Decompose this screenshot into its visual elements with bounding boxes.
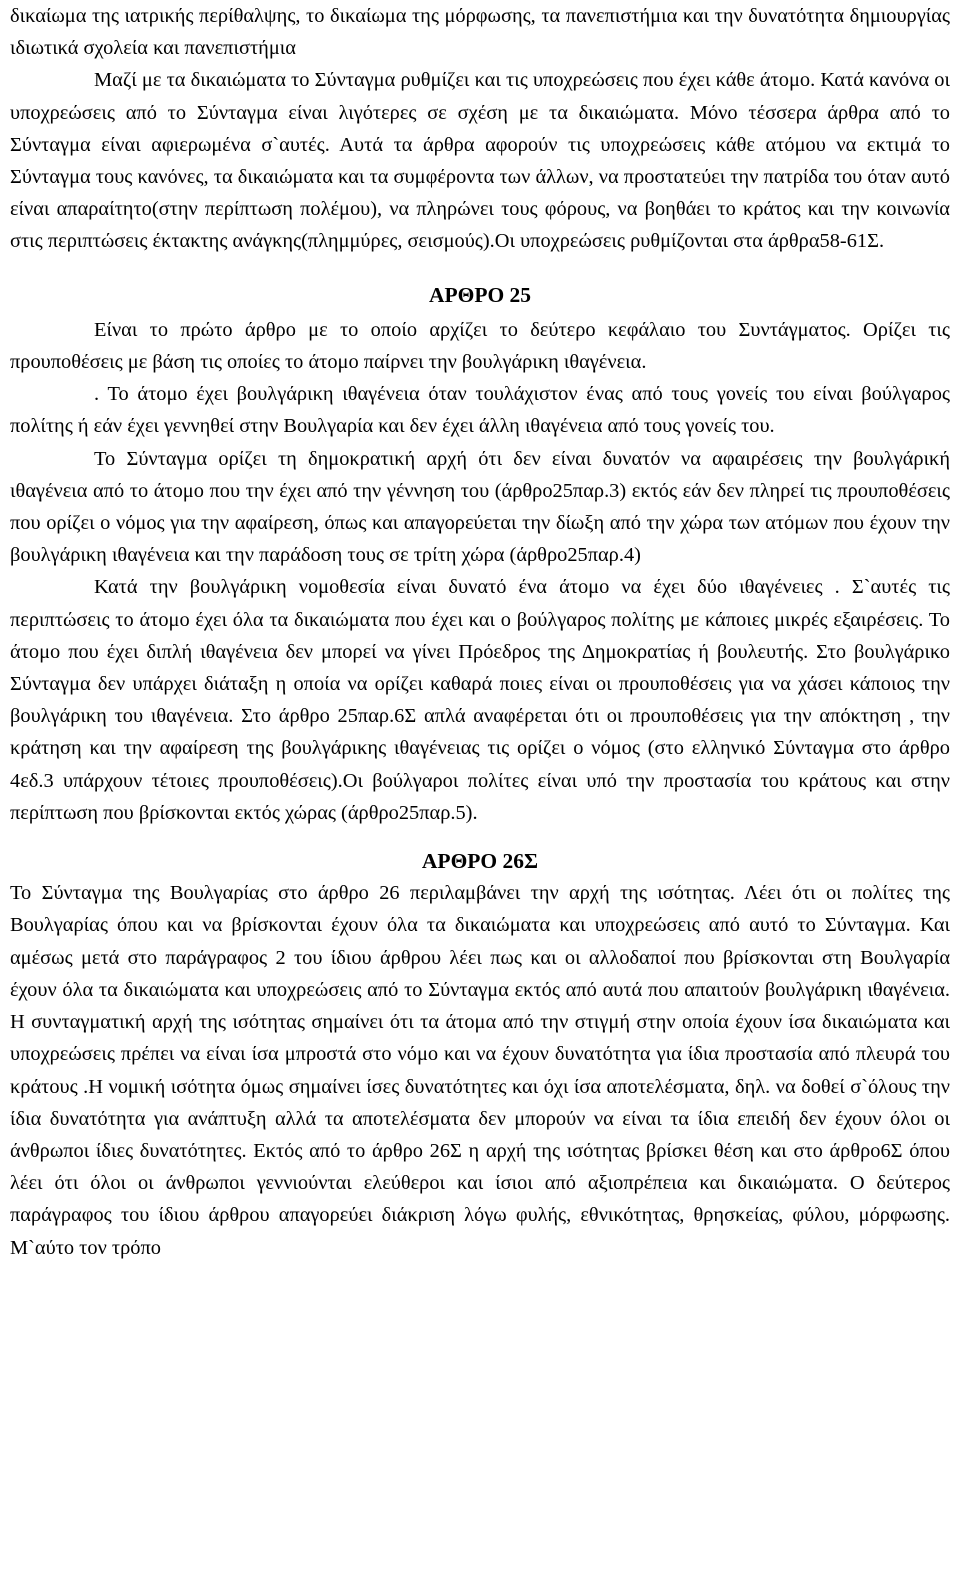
- article-26-heading: ΑΡΘΡΟ 26Σ: [421, 849, 539, 874]
- article-26-paragraph-1: Το Σύνταγμα της Βουλγαρίας στο άρθρο 26 περιλαμβάνει την αρχή της ισότητας. Λέει ότι οι πολίτες της Βουλγαρίας όπου και να βρίσκονται έχουν όλα τα δικαιώματα και υποχρεώσεις από αυτό το Σύνταγμα. Και αμέσως μετά στο παράγραφος 2 του ίδιου άρθρου λέει πως και οι αλλοδαποί που βρίσκονται στη Βουλγαρία έχουν όλα τα δικαιώματα και υποχρεώσεις από το Σύνταγμα εκτός από αυτά που απαιτούν βουλγάρικη ιθαγένεια. Η συνταγματική αρχή της ισότητας σημαίνει ότι τα άτομα από την στιγμή στην οποία έχουν ίσα δικαιώματα και υποχρεώσεις πρέπει να είναι ίσα μπροστά στο νόμο και να έχουν δυνατότητα για ίδια προστασία από πλευρά του κράτους .Η νομική ισότητα όμως σημαίνει ίσες δυνατότητες και όχι ίσα αποτελέσματα, δηλ. να δοθεί σ`όλους την ίδια δυνατότητα για ανάπτυξη αλλά τα αποτελέσματα δεν μπορούν να είναι τα ίδια επειδή δεν έχουν όλοι οι άνθρωποι ίδιες δυνατότητες. Εκτός από το άρθρο 26Σ η αρχή της ισότητας βρίσκει θέση και στο άρθρο6Σ όπου λέει ότι όλοι οι άνθρωποι γεννιούνται ελεύθεροι και ίσιοι από αξιοπρέπεια και δικαιώματα. Ο δεύτερος παράγραφος του ίδιου άρθρου απαγορεύει διάκριση λόγω φυλής, εθνικότητας, θρησκείας, φύλου, μόρφωσης. Μ`αύτο τον τρόπο: [10, 882, 950, 1259]
- article-25-paragraph-3: Το Σύνταγμα ορίζει τη δημοκρατική αρχή ότι δεν είναι δυνατόν να αφαιρέσεις την βουλγάρική ιθαγένεια από το άτομο που την έχει από την γέννηση του (άρθρο25παρ.3) εκτός εάν δεν πληρεί τις προυποθέσεις που ορίζει ο νόμος για την αφαίρεση, όπως και απαγορεύεται την δίωξη από την χώρα των ατόμων που έχουν την βουλγάρικη ιθαγένεια και την παράδοση τους σε τρίτη χώρα (άρθρο25παρ.4): [10, 447, 950, 567]
- article-25-paragraph-2: . Το άτομο έχει βουλγάρικη ιθαγένεια όταν τουλάχιστον ένας από τους γονείς του είναι βούλγαρος πολίτης ή εάν έχει γεννηθεί στην Βουλγαρία και δεν έχει άλλη ιθαγένεια από τους γονείς του.: [10, 383, 950, 438]
- intro-paragraph-1: δικαίωμα της ιατρικής περίθαλψης, το δικαίωμα της μόρφωσης, τα πανεπιστήμια και την δυνατότητα δημιουργίας ιδιωτικά σχολεία και πανεπιστήμια: [10, 5, 950, 60]
- article-25-paragraph-1: Είναι το πρώτο άρθρο με το οποίο αρχίζει το δεύτερο κεφάλαιο του Συντάγματος. Ορίζει τις προυποθέσεις με βάση τις οποίες το άτομο παίρνει την βουλγάρικη ιθαγένεια.: [10, 318, 950, 374]
- article-25-heading: ΑΡΘΡΟ 25: [428, 282, 532, 307]
- article-25-paragraph-4: Κατά την βουλγάρικη νομοθεσία είναι δυνατό ένα άτομο να έχει δύο ιθαγένειες . Σ`αυτές τις περιπτώσεις το άτομο έχει όλα τα δικαιώματα που έχει και ο βούλγαρος πολίτης με κάποιες μικρές εξαιρέσεις. Το άτομο που έχει διπλή ιθαγένεια δεν μπορεί να γίνει Πρόεδρος της Δημοκρατίας ή βουλευτής. Στο βουλγάρικο Σύνταγμα δεν υπάρχει διάταξη η οποία να ορίζει καθαρά ποιες είναι οι προυποθέσεις για να χάσει κάποιος την βουλγάρικη του ιθαγένεια. Στο άρθρο 25παρ.6Σ απλά αναφέρεται ότι οι προυποθέσεις για την απόκτηση , την κράτηση και την αφαίρεση της βουλγάρικης ιθαγένειας τις ορίζει ο νόμος (στο ελληνικό Σύνταγμα στο άρθρο 4εδ.3 υπάρχουν τέτοιες προυποθέσεις).Οι βούλγαροι πολίτες είναι υπό την προστασία του κράτους και στην περίπτωση που βρίσκονται εκτός χώρας (άρθρο25παρ.5).: [10, 576, 950, 824]
- intro-paragraph-2: Μαζί με τα δικαιώματα το Σύνταγμα ρυθμίζει και τις υποχρεώσεις που έχει κάθε άτομο. Κατά κανόνα οι υποχρεώσεις από το Σύνταγμα είναι λιγότερες σε σχέση με τα δικαιώματα. Μόνο τέσσερα άρθρα από το Σύνταγμα είναι αφιερωμένα σ`αυτές. Αυτά τα άρθρα αφορούν τις υποχρεώσεις κάθε ατόμου να εκτιμά το Σύνταγμα τους κανόνες, τα δικαιώματα και τα συμφέροντα των άλλων, να προστατεύει την πατρίδα του όταν αυτό είναι απαραίτητο(στην περίπτωση πολέμου), να πληρώνει τους φόρους, να βοηθάει το κράτος και την κοινωνία στις περιπτώσεις έκτακτης ανάγκης(πλημμύρες, σεισμούς).Οι υποχρεώσεις ρυθμίζονται στα άρθρα58-61Σ.: [10, 69, 950, 253]
- document-page: [10, 0, 950, 1581]
